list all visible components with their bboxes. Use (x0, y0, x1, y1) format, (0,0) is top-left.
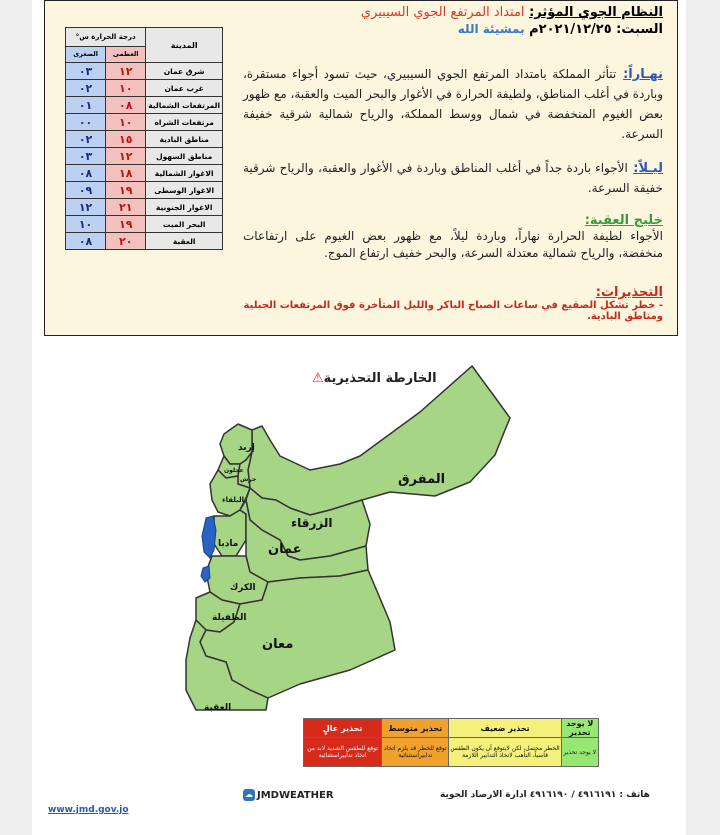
min-temp-cell: ٠٠ (66, 114, 106, 131)
min-temp-cell: ٠١ (66, 97, 106, 114)
table-row (66, 182, 223, 199)
min-temp-cell: ٠٢ (66, 80, 106, 97)
legend-header: تحذير ضعيف (449, 719, 561, 738)
city-cell: الاغوار الوسطى (146, 182, 223, 199)
legend-desc: لا يوجد تحذير (561, 738, 598, 767)
warnings-section (243, 285, 663, 322)
label-karak: الكرك (230, 583, 256, 593)
max-temp-cell: ١٢ (106, 148, 146, 165)
max-temp-cell: ١٠ (106, 114, 146, 131)
table-row (66, 63, 223, 80)
legend-desc: توقع للطقس الشديد لابد من اتخاذ تدابيراستثنائية (304, 738, 382, 767)
footer-brand (243, 789, 334, 801)
min-temp-cell: ٠٨ (66, 233, 106, 250)
table-row (66, 216, 223, 233)
warning-triangle-icon: ⚠ (312, 371, 324, 386)
gulf-label: خليج العقبة: (584, 213, 663, 228)
weather-logo-icon: ☁ (245, 790, 253, 799)
warning-map (0, 360, 720, 720)
col-max: العظمى (106, 46, 146, 62)
header-block (243, 3, 663, 37)
legend-header: لا يوجد تحذير (561, 719, 598, 738)
table-row (66, 199, 223, 216)
city-cell: مناطق البادية (146, 131, 223, 148)
table-row (66, 148, 223, 165)
city-cell: مرتفعات الشراه (146, 114, 223, 131)
gulf-section (243, 213, 663, 262)
min-temp-cell: ١٠ (66, 216, 106, 233)
legend-table (303, 718, 599, 767)
region-mafraq (248, 366, 510, 515)
label-balqa: البلقاء (222, 496, 244, 504)
system-label: النظام الجوي المؤثر: (529, 5, 663, 20)
table-row (66, 131, 223, 148)
map-title-text: الخارطة التحذيرية (323, 371, 437, 386)
col-min: الصغرى (66, 46, 106, 62)
night-text: الأجواء باردة جداً في أغلب المناطق وباردة في الأغوار والعقبة، والرياح شرقية خفيفة السرعة. (243, 161, 663, 195)
city-cell: غرب عمان (146, 80, 223, 97)
brand-text: JMDWEATHER (257, 790, 334, 801)
warnings-label: التحذيرات: (595, 285, 663, 300)
max-temp-cell: ١٥ (106, 131, 146, 148)
legend-desc: الخطر محتمل، لكن لايتوقع أن يكون الطقس قاسياً، التأهب لاتخاذ التدابير اللازمة (449, 738, 561, 767)
city-cell: البحر الميت (146, 216, 223, 233)
footer-phone: هاتف : ٤٩١٦١٩١ / ٤٩١٦١٩٠ ادارة الارصاد الجوية (440, 790, 650, 800)
warnings-text: - خطر تشكل الصقيع في ساعات الصباح الباكر والليل المتأخرة فوق المرتفعات الجبلية ومناطق البادية. (243, 300, 663, 322)
label-jerash: جرش (240, 476, 257, 483)
dead-sea (202, 516, 216, 558)
table-row (66, 80, 223, 97)
label-irbid: إربد (238, 443, 255, 453)
dead-sea-south (201, 566, 210, 582)
max-temp-cell: ١٩ (106, 216, 146, 233)
max-temp-cell: ١٨ (106, 165, 146, 182)
region-madaba (214, 510, 246, 556)
day-label: نهـاراً: (623, 67, 663, 82)
label-amman: عمان (268, 542, 302, 557)
date-label: السبت: ٢٠٢١/١٢/٢٥م (529, 22, 663, 37)
label-maan: معان (262, 637, 294, 652)
min-temp-cell: ٠٣ (66, 148, 106, 165)
city-cell: مناطق السهول (146, 148, 223, 165)
temperature-table (65, 27, 223, 250)
table-row (66, 97, 223, 114)
gulf-text: الأجواء لطيفة الحرارة نهاراً، وباردة ليلاً، مع ظهور بعض الغيوم على ارتفاعات منخفضة، والرياح شمالية معتدلة السرعة، والبحر خفيف ارتفاع الموج. (243, 229, 663, 260)
label-ajloun: عجلون (224, 467, 244, 474)
max-temp-cell: ١٠ (106, 80, 146, 97)
max-temp-cell: ١٩ (106, 182, 146, 199)
table-row (66, 165, 223, 182)
system-line (243, 5, 663, 20)
system-value: امتداد المرتفع الجوي السيبيري (360, 5, 525, 20)
legend-desc: توقع للخطر قد يلزم اتخاذ تدابيراستثنائية (382, 738, 449, 767)
god-willing: بمشيئة الله (457, 22, 525, 36)
table-row (66, 233, 223, 250)
label-aqaba: العقبة (204, 703, 232, 713)
max-temp-cell: ١٢ (106, 63, 146, 80)
forecast-box (44, 0, 678, 336)
city-cell: الاغوار الشمالية (146, 165, 223, 182)
col-city: المدينة (146, 28, 223, 63)
max-temp-cell: ٢٠ (106, 233, 146, 250)
table-row (66, 114, 223, 131)
city-cell: الاغوار الجنوبية (146, 199, 223, 216)
label-tafila: الطفيلة (212, 613, 247, 623)
label-zarqa: الزرقاء (291, 516, 333, 530)
min-temp-cell: ٠٣ (66, 63, 106, 80)
date-line (243, 22, 663, 37)
max-temp-cell: ٠٨ (106, 97, 146, 114)
label-mafraq: المفرق (398, 472, 446, 487)
legend-header: تحذير متوسط (382, 719, 449, 738)
city-cell: المرتفعات الشمالية (146, 97, 223, 114)
day-section (243, 63, 663, 143)
min-temp-cell: ٠٩ (66, 182, 106, 199)
day-text: تتأثر المملكة بامتداد المرتفع الجوي السيبيري، حيث تسود أجواء مستقرة، وباردة في أغلب المناطق، ولطيفة الحرارة في الأغوار والبحر الميت والعقبة، مع ظهور بعض الغيوم المنخفضة في شمال ووسط المملكة، والرياح شمالية شرقية خفيفة السرعة. (242, 67, 663, 141)
website-link[interactable]: www.jmd.gov.jo (48, 805, 129, 815)
city-cell: شرق عمان (146, 63, 223, 80)
min-temp-cell: ٠٨ (66, 165, 106, 182)
night-label: ليـلاً: (633, 161, 663, 176)
min-temp-cell: ٠٢ (66, 131, 106, 148)
night-section (243, 157, 663, 197)
label-madaba: مادبا (218, 539, 239, 549)
legend-header: تحذير عالٍ (304, 719, 382, 738)
city-cell: العقبة (146, 233, 223, 250)
max-temp-cell: ٢١ (106, 199, 146, 216)
col-temp-title: درجة الحرارة س° (66, 28, 146, 47)
min-temp-cell: ١٢ (66, 199, 106, 216)
